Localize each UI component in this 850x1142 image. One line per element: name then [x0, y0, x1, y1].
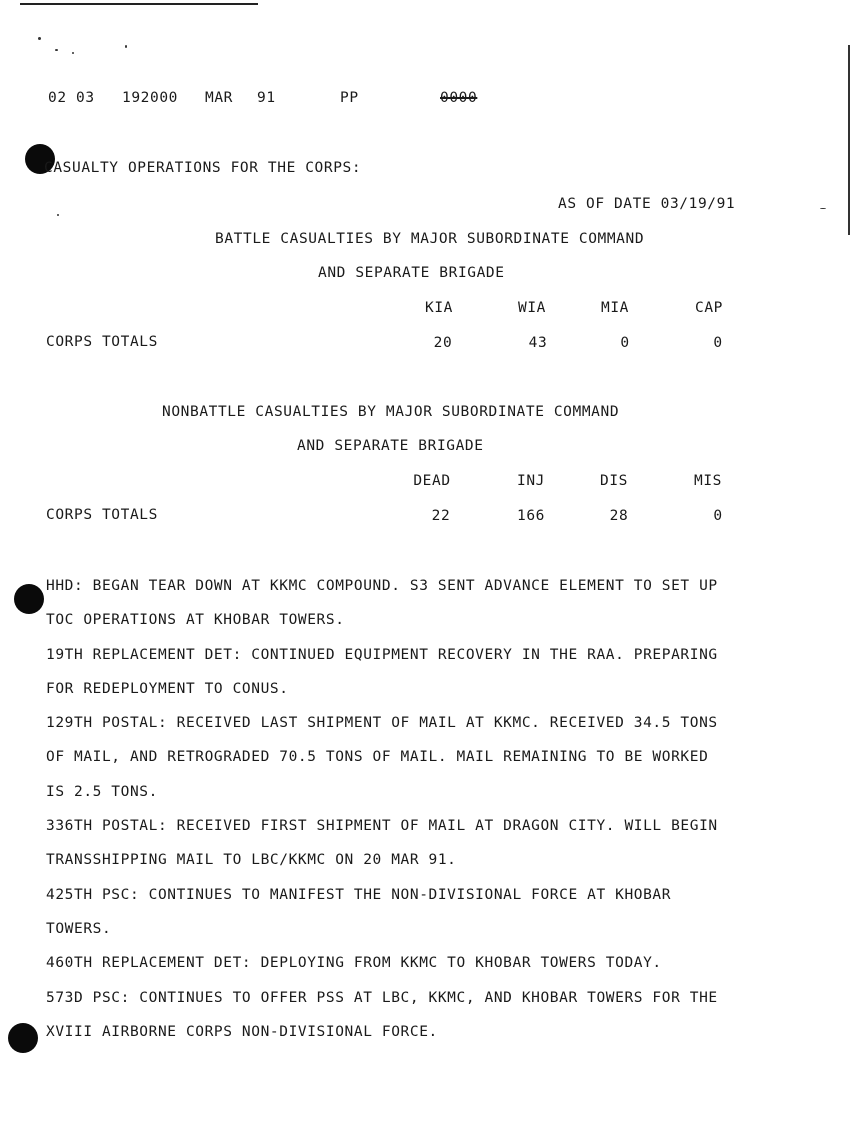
right-margin-rule [848, 45, 850, 235]
battle-heading: BATTLE CASUALTIES BY MAJOR SUBORDINATE COMMAND [215, 231, 645, 247]
scan-speck [820, 208, 826, 209]
nonbattle-col-header: INJ [517, 473, 545, 489]
nonbattle-col-header: DIS [600, 473, 628, 489]
report-line: HHD: BEGAN TEAR DOWN AT KKMC COMPOUND. S3 SENT ADVANCE ELEMENT TO SET UP [46, 578, 718, 594]
header-year: 91 [257, 90, 276, 106]
punch-hole [8, 1023, 38, 1053]
battle-subheading: AND SEPARATE BRIGADE [318, 265, 505, 281]
page-title: CASUALTY OPERATIONS FOR THE CORPS: [44, 160, 362, 176]
nonbattle-value: 166 [517, 508, 545, 524]
scan-speck [57, 214, 59, 216]
nonbattle-value: 28 [609, 508, 629, 524]
scan-speck [55, 49, 58, 51]
report-line: IS 2.5 TONS. [46, 783, 158, 800]
battle-value: 0 [713, 335, 723, 351]
report-line: XVIII AIRBORNE CORPS NON-DIVISIONAL FORCE. [46, 1023, 438, 1040]
nonbattle-heading: NONBATTLE CASUALTIES BY MAJOR SUBORDINATE COMMAND [162, 404, 620, 420]
report-line: 129TH POSTAL: RECEIVED LAST SHIPMENT OF MAIL AT KKMC. RECEIVED 34.5 TONS [46, 715, 718, 732]
header-precedence: PP [340, 90, 359, 106]
battle-col-header: KIA [425, 300, 453, 316]
scan-speck [125, 45, 127, 48]
nonbattle-col-header: MIS [694, 473, 722, 489]
report-line: TOC OPERATIONS AT KHOBAR TOWERS. [46, 612, 345, 629]
header-month: MAR [205, 90, 233, 106]
battle-col-header: CAP [695, 300, 723, 316]
nonbattle-value: 22 [431, 508, 451, 524]
report-line: 573D PSC: CONTINUES TO OFFER PSS AT LBC, KKMC, AND KHOBAR TOWERS FOR THE [46, 989, 718, 1006]
scan-speck [38, 37, 41, 40]
report-line: TOWERS. [46, 920, 112, 937]
nonbattle-col-header: DEAD [413, 473, 451, 489]
punch-hole [14, 584, 44, 614]
nonbattle-row-label: CORPS TOTALS [46, 507, 158, 523]
report-line: 425TH PSC: CONTINUES TO MANIFEST THE NON-DIVISIONAL FORCE AT KHOBAR [46, 886, 672, 903]
battle-value: 43 [528, 335, 548, 351]
report-line: FOR REDEPLOYMENT TO CONUS. [46, 680, 289, 697]
battle-col-header: MIA [601, 300, 629, 316]
as-of-date: AS OF DATE 03/19/91 [558, 196, 736, 212]
nonbattle-subheading: AND SEPARATE BRIGADE [297, 438, 484, 454]
header-line-id: 02 03 [48, 90, 95, 106]
battle-value: 20 [433, 335, 453, 351]
top-rule [20, 3, 258, 5]
battle-row-label: CORPS TOTALS [46, 334, 158, 350]
battle-col-header: WIA [518, 300, 546, 316]
report-line: 336TH POSTAL: RECEIVED FIRST SHIPMENT OF MAIL AT DRAGON CITY. WILL BEGIN [46, 818, 718, 835]
nonbattle-value: 0 [713, 508, 723, 524]
unit-reports [46, 569, 836, 1049]
report-line: OF MAIL, AND RETROGRADED 70.5 TONS OF MAIL. MAIL REMAINING TO BE WORKED [46, 749, 709, 766]
scan-speck [72, 52, 74, 54]
header-dtg: 192000 [122, 90, 178, 106]
battle-value: 0 [620, 335, 630, 351]
report-line: TRANSSHIPPING MAIL TO LBC/KKMC ON 20 MAR 91. [46, 852, 457, 869]
report-line: 460TH REPLACEMENT DET: DEPLOYING FROM KKMC TO KHOBAR TOWERS TODAY. [46, 955, 662, 972]
struck-code: 0000 [440, 90, 478, 106]
report-line: 19TH REPLACEMENT DET: CONTINUED EQUIPMENT RECOVERY IN THE RAA. PREPARING [46, 646, 718, 663]
